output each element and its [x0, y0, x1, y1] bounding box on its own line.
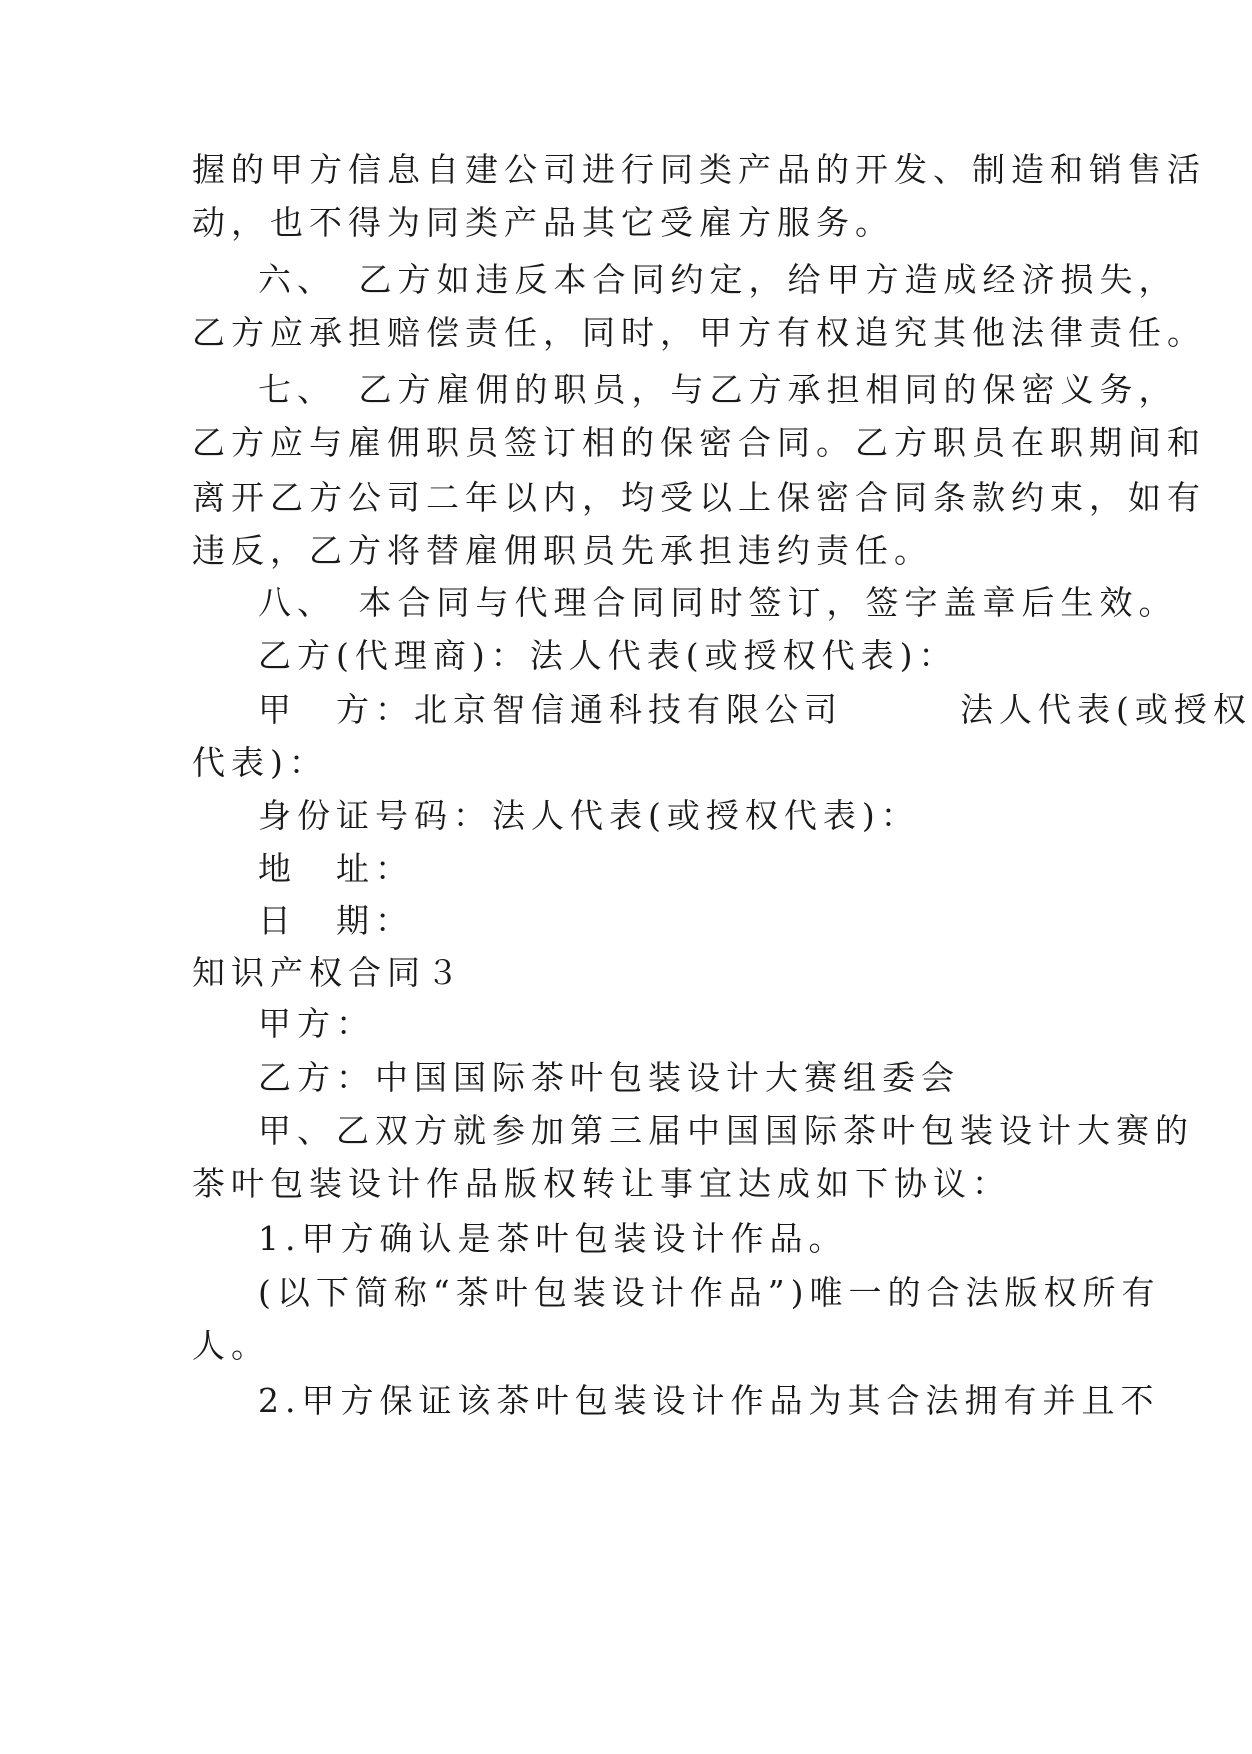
clause-one: 1.甲方确认是茶叶包装设计作品。: [258, 1219, 848, 1258]
text-line: 茶叶包装设计作品版权转让事宜达成如下协议：: [192, 1164, 1011, 1203]
clause-two: 2.甲方保证该茶叶包装设计作品为其合法拥有并且不: [258, 1381, 1160, 1420]
text-line: 乙方应与雇佣职员签订相的保密合同。乙方职员在职期间和: [192, 423, 1206, 462]
section-heading: 知识产权合同３: [192, 953, 465, 992]
text-line: (以下简称“茶叶包装设计作品”)唯一的合法版权所有: [258, 1273, 1161, 1312]
text-line: 代表)：: [192, 743, 328, 782]
signature-party-b: 乙方(代理商)：法人代表(或授权代表)：: [258, 636, 958, 675]
party-b-label: 乙方：中国国际茶叶包装设计大赛组委会: [258, 1058, 960, 1097]
text-line: 乙方应承担赔偿责任，同时，甲方有权追究其他法律责任。: [192, 313, 1206, 352]
party-a-label: 甲方：: [258, 1004, 375, 1043]
signature-party-a: 甲 方：北京智信通科技有限公司 法人代表(或授权: [258, 690, 1252, 729]
date-field: 日 期：: [258, 901, 414, 940]
text-line: 人。: [192, 1326, 270, 1365]
clause-six: 六、 乙方如违反本合同约定，给甲方造成经济损失，: [258, 260, 1178, 299]
agreement-intro: 甲、乙双方就参加第三届中国国际茶叶包装设计大赛的: [258, 1111, 1194, 1150]
text-line: 违反，乙方将替雇佣职员先承担违约责任。: [192, 531, 933, 570]
address-field: 地 址：: [258, 849, 414, 888]
clause-seven: 七、 乙方雇佣的职员，与乙方承担相同的保密义务，: [258, 370, 1178, 409]
id-number-field: 身份证号码：法人代表(或授权代表)：: [258, 796, 920, 835]
clause-eight: 八、 本合同与代理合同同时签订，签字盖章后生效。: [258, 583, 1178, 622]
text-line: 握的甲方信息自建公司进行同类产品的开发、制造和销售活: [192, 150, 1206, 189]
text-line: 动，也不得为同类产品其它受雇方服务。: [192, 203, 894, 242]
text-line: 离开乙方公司二年以内，均受以上保密合同条款约束，如有: [192, 478, 1206, 517]
